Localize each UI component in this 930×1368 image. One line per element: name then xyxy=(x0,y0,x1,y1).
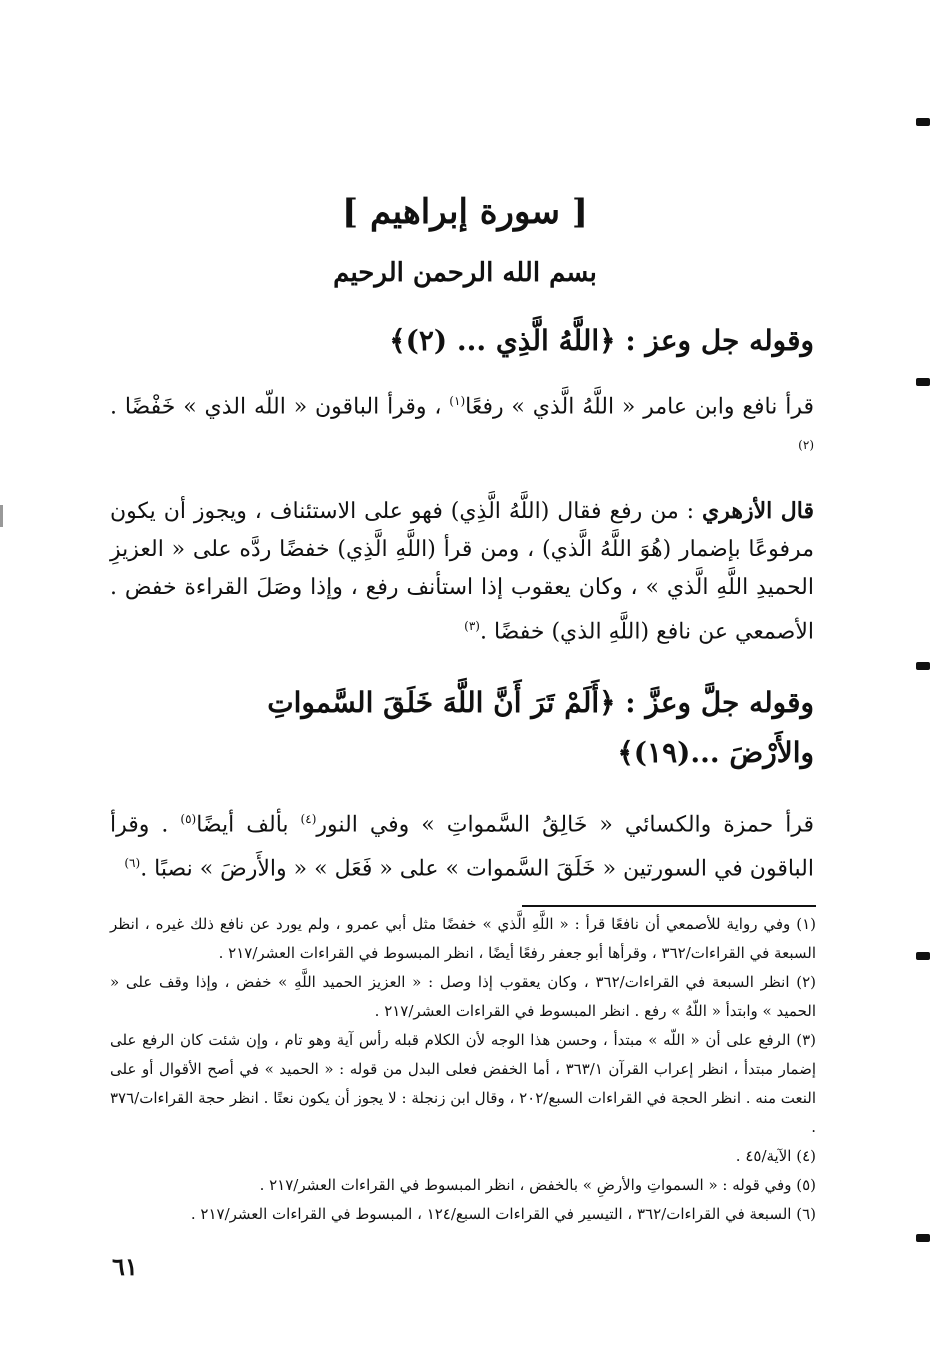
commentary-author: قال الأزهري xyxy=(701,498,815,524)
reading-text: بألف أيضًا xyxy=(196,812,289,838)
footnote-2: (٢) انظر السبعة في القراءات/٣٦٢ ، وكان يعقوب إذا وصل : « العزيز الحميد اللَّهِ » خفض ، وإذا وقف على « الحميد » وابتدأ « اللّهُ » رفع . انظر المبسوط في القراءات العشر/٢١٧ . xyxy=(110,973,816,1020)
edge-mark xyxy=(916,118,930,126)
edge-mark xyxy=(916,378,930,386)
reading-text: قرأ حمزة والكسائي « خَالِقُ السَّمواتِ » وفي النور xyxy=(316,812,815,838)
verse-line-2: والأَرْضَ ...(١٩)﴾ xyxy=(617,736,814,769)
surah-title: [ سورة إبراهيم ] xyxy=(342,192,588,232)
commentary-paragraph xyxy=(110,492,814,651)
verse-heading-1: وقوله جل وعز : ﴿اللَّهُ الَّذِي ... (٢)﴾ xyxy=(389,324,814,357)
basmala: بسم الله الرحمن الرحيم xyxy=(333,258,597,288)
edge-mark xyxy=(916,952,930,960)
commentary-text: : من رفع فقال (اللَّهُ الَّذِي) فهو على الاستئناف ، ويجوز أن يكون مرفوعًا بإضمار (هُوَ اللَّهُ الَّذي) ، ومن قرأ (اللَّهِ الَّذِي) خفضًا ردَّه على « العزيزِ الحميدِ اللَّهِ الَّذي » ، وكان يعقوب إذا استأنف رفع ، وإذا وصَلَ القراءة خفض . الأصمعي عن نافع (اللَّهِ الذي) خفضًا . xyxy=(110,499,814,645)
reading-paragraph-1 xyxy=(110,382,814,471)
reading-paragraph-2 xyxy=(110,800,814,889)
page-number: ٦١ xyxy=(112,1252,138,1281)
footnote-separator xyxy=(522,905,816,907)
footnote-ref: (٦) xyxy=(124,856,141,871)
reading-text: . وقرأ الباقون في السورتين « خَلَقَ السَّموات » على « فَعَل » « والأَرضَ » نصبًا . xyxy=(110,812,814,882)
verse-heading-2 xyxy=(110,678,814,778)
edge-tick xyxy=(0,505,3,527)
footnote-3: (٣) الرفع على أن « اللّه » مبتدأ ، وحسن هذا الوجه لأن الكلام قبله رأس آية وهو تام ، وإن شئت كان الرفع على إضمار مبتدأ ، انظر إعراب القرآن ٣٦٣/١ ، أما الخفض فعلى البدل من قوله : « الحميد » في أصح الأقوال أو على النعت منه . انظر الحجة في القراءات السبع/٢٠٢ ، وقال ابن زنجلة : لا يجوز أن يكون نعتًا . انظر حجة القراءات/٣٧٦ . xyxy=(110,1031,816,1136)
reading-text: قرأ نافع وابن عامر « اللَّهُ الَّذي » رفعًا xyxy=(465,394,814,420)
footnote-ref: (١) xyxy=(449,394,466,408)
footnote-4: (٤) الآية/٤٥ . xyxy=(735,1147,816,1165)
edge-mark xyxy=(916,662,930,670)
footnotes xyxy=(110,910,816,1229)
footnote-5: (٥) وفي قوله : « السمواتِ والأرضِ » بالخفض ، انظر المبسوط في القراءات العشر/٢١٧ . xyxy=(259,1176,816,1194)
reading-text-cont: ، وقرأ الباقون « اللّه الذي » خَفْضًا . xyxy=(110,394,442,420)
footnote-6: (٦) السبعة في القراءات/٣٦٢ ، التيسير في القراءات السبع/١٢٤ ، المبسوط في القراءات العشر/٢١٧ . xyxy=(190,1205,816,1223)
footnote-1: (١) وفي رواية للأصمعي أن نافعًا قرأ : « اللَّهِ الَّذي » خفضًا مثل أبي عمرو ، ولم يورد عن نافع ذلك غيره ، انظر السبعة في القراءات/٣٦٢ ، وقرأها أبو جعفر رفعًا أيضًا ، انظر المبسوط في القراءات العشر/٢١٧ . xyxy=(110,915,816,962)
footnote-ref: (٣) xyxy=(464,619,480,633)
footnote-ref: (٤) xyxy=(300,812,317,826)
edge-mark xyxy=(916,1234,930,1242)
verse-line-1: وقوله جلَّ وعزَّ : ﴿أَلَمْ تَرَ أَنَّ اللَّهَ خَلَقَ السَّمواتِ xyxy=(267,686,814,719)
footnote-ref: (٢) xyxy=(798,438,814,453)
footnote-ref: (٥) xyxy=(180,812,197,826)
